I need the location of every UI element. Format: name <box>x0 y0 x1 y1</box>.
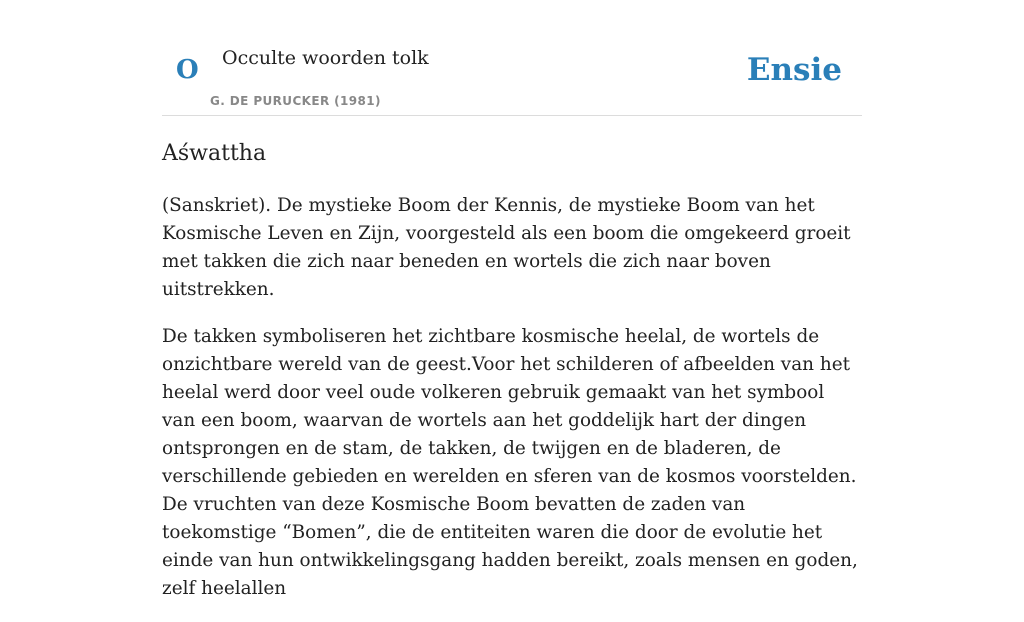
entry-paragraph-2: De takken symboliseren het zichtbare kosmische heelal, de wortels de onzichtbare wereld van de geest.Voor het schilderen of afbeelden van het heelal werd door veel oude volkeren gebruik gemaakt van het symbool van een boom, waarvan de wortels aan het goddelijk hart der dingen ontsprongen en de stam, de takken, de twijgen en de bladeren, de verschillende gebieden en werelden en sferen van de kosmos voorstelden. De vruchten van deze Kosmische Boom bevatten de zaden van toekomstige “Bomen”, die de entiteiten waren die door de evolutie het einde van hun ontwikkelingsgang hadden bereikt, zoals mensen en goden, zelf heelallen <box>162 326 858 599</box>
book-author: G. DE PURUCKER (1981) <box>210 94 381 108</box>
entry-paragraph-1: (Sanskriet). De mystieke Boom der Kennis, de mystieke Boom van het Kosmische Leven en Zijn, voorgesteld als een boom die omgekeerd groeit met takken die zich naar beneden en wortels die zich naar boven uitstrekken. <box>162 195 851 300</box>
book-title-link[interactable]: Occulte woorden tolk <box>222 47 429 69</box>
entry-term: Aśwattha <box>162 141 267 166</box>
book-letter-badge[interactable]: O <box>176 55 199 85</box>
page <box>162 0 862 599</box>
entry-body <box>162 192 862 622</box>
brand-logo-link[interactable]: Ensie <box>746 52 842 88</box>
header <box>162 0 862 116</box>
